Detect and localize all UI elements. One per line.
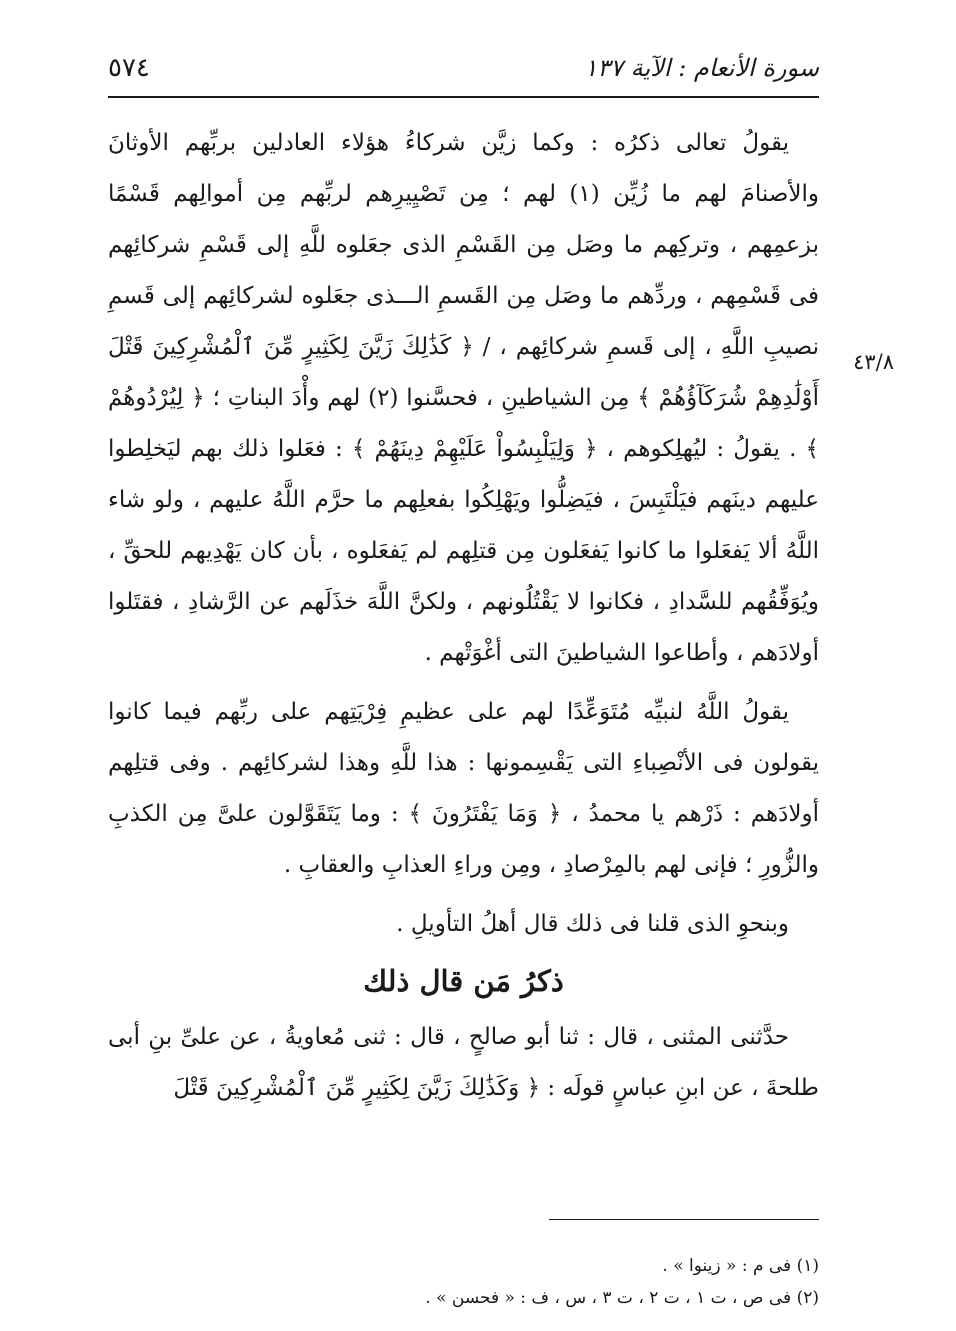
section-heading: ذكرُ مَن قال ذلك [363, 964, 564, 998]
running-title: سورة الأنعام : الآية ١٣٧ [584, 54, 819, 82]
paragraph-agreement: وبنحوِ الذى قلنا فى ذلك قال أهلُ التأويلِ . [396, 911, 789, 937]
running-header [108, 44, 819, 92]
footnote-1: (١) فى م : « زينوا » . [662, 1256, 819, 1276]
footnote-2: (٢) فى ص ، ت ١ ، ت ٢ ، ت ٣ ، س ، ف : « فحسن » . [425, 1288, 819, 1308]
paragraph-narration: حدَّثنى المثنى ، قال : ثنا أبو صالحٍ ، قال : ثنى مُعاويةُ ، عن علىِّ بنِ أبى طلحةَ ، عن ابنِ عباسٍ قولَه : ﴿ وَكَذَٰلِكَ زَيَّنَ لِكَثِيرٍ مِّنَ ٱلْمُشْرِكِينَ قَتْلَ [108, 1024, 819, 1101]
body-text [108, 118, 819, 1114]
paragraph-commentary: يقولُ تعالى ذكرُه : وكما زيَّن شركاءُ هؤلاء العادلين بربِّهم الأوثانَ والأصنامَ لهم ما زُيِّن (١) لهم ؛ مِن تَصْيِيرِهم لربِّهم مِن أموالِهم قَسْمًا بزعمِهم ، وتركِهم ما وصَل مِن القَسْمِ الذى جعَلوه للَّهِ إلى قَسْمِ شركائِهم فى قَسْمِهم ، وردِّهم ما وصَل مِن القَسمِ الـــذى جعَلوه لشركائِهم إلى قَسمِ نصيبِ اللَّهِ ، إلى قَسمِ شركائِهم ، / ﴿ كَذَٰلِكَ زَيَّنَ لِكَثِيرٍ مِّنَ ٱلْمُشْرِكِينَ قَتْلَ أَوْلَٰدِهِمْ شُرَكَآؤُهُمْ ﴾ مِن الشياطينِ ، فحسَّنوا (٢) لهم وأْدَ البناتِ ؛ ﴿ لِيُرْدُوهُمْ ﴾ . يقولُ : ليُهلِكوهم ، ﴿ وَلِيَلْبِسُواْ عَلَيْهِمْ دِينَهُمْ ﴾ : فعَلوا ذلك بهم ليَخلِطوا عليهم دينَهم فيَلْتَبِسَ ، فيَضِلُّوا ويَهْلِكُوا بفعلِهم ما حرَّم اللَّهُ عليهم ، ولو شاء اللَّهُ ألا يَفعَلوا ما كانوا يَفعَلون مِن قتلِهم لم يَفعَلوه ، بأن كان يَهْدِيهم للحقِّ ، ويُوَفِّقُهم للسَّدادِ ، فكانوا لا يَقْتُلُونهم ، ولكنَّ اللَّهَ خذَلَهم عن الرَّشادِ ، فقتَلوا أولادَهم ، وأطاعوا الشياطينَ التى أغْوَتْهم . [108, 130, 820, 666]
header-rule [108, 96, 819, 98]
margin-reference: ٤٣/٨ [853, 350, 894, 374]
paragraph-threat: يقولُ اللَّهُ لنبيِّه مُتَوَعِّدًا لهم على عظيمِ فِرْيَتِهم على ربِّهم فيما كانوا يقولون فى الأنْصِباءِ التى يَقْسِمونها : هذا للَّهِ وهذا لشركائِهم . وفى قتلِهم أولادَهم : ذَرْهم يا محمدُ ، ﴿ وَمَا يَفْتَرُونَ ﴾ : وما يَتَقَوَّلون علىَّ مِن الكذبِ والزُّورِ ؛ فإنى لهم بالمِرْصادِ ، ومِن وراءِ العذابِ والعقابِ . [108, 699, 819, 878]
footnote-rule [549, 1219, 819, 1220]
page-number: ٥٧٤ [108, 53, 150, 83]
footnotes [108, 1250, 819, 1314]
